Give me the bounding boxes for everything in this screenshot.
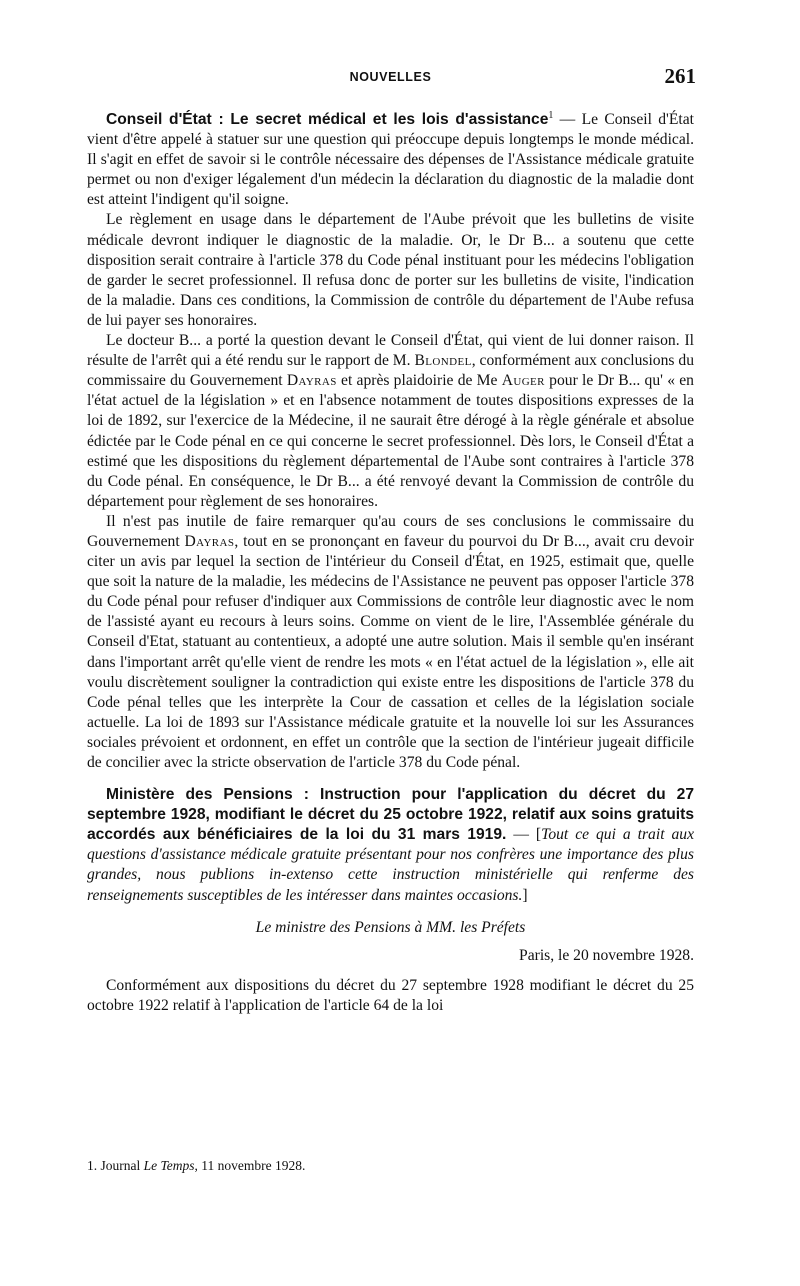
text-run: Il n'est pas inutile de faire remarquer qu'au cours de ses conclusions le commissaire du Gouvernement — [87, 512, 694, 550]
section1-lead: — Le Conseil d'État vient d'être appelé à statuer sur une question qui préoccupe depuis longtemps le monde médical. Il s'agit en effet de savoir si le contrôle nécessaire des dépenses de l'Assistance médicale gratuite permet ou non d'exiger légalement d'un médecin la déclaration du diagnostic de la maladie dont est atteint l'indigent qu'il soigne. — [87, 111, 694, 209]
text-run: Journal — [97, 1158, 144, 1173]
editor-note: Tout ce qui a trait aux questions d'assistance médicale gratuite présentant pour nos confrères une importance des plus grandes, nous publions in-extenso — [87, 826, 694, 884]
footnote-number: 1. — [87, 1158, 98, 1173]
article-body — [87, 110, 694, 1016]
text-run: , conformément aux conclusions du commissaire du Gouvernement — [87, 352, 694, 390]
text-run: , tout en se prononçant en faveur du pourvoi du Dr B..., avait cru devoir citer un avis par lequel la section de l'intérieur du Conseil d'État, en 1925, estimait que, quelle que soit la nature de la maladie, les médecins de l'Assistance ne peuvent pas opposer l'article 378 du Code pénal pour refuser d'indiquer aux Commissions de contrôle leur diagnostic avec le nom de l'assisté ayant eu recours à leurs soins. Comme on vient de le lire, l'Assemblée générale du Conseil d'Etat, statuant au contentieux, a adopté une autre solution. Mais il semble qu'en insérant dans l'important arrêt qu'elle vient de rendre les mots « en l'état actuel de la législation », elle ait voulu discrètement souligner la contradiction qui existe entre les dispositions de l'article 378 du Code pénal telles que les interprète la Cour de cassation et celles de la législation sociale actuelle. La loi de 1893 sur l'Assistance médicale gratuite et la nouvelle loi sur les Assurances sociales prévoient et ordonnent, en effet un contrôle que la section de l'intérieur jugeait difficile de concilier avec la stricte observation de l'article 378 du Code pénal. — [87, 532, 695, 771]
text-run: , 11 novembre 1928. — [194, 1158, 306, 1173]
section1-paragraph-4 — [87, 512, 694, 773]
editor-note: cette instruction ministérielle qui renferme des renseignements susceptibles de les intéresser dans maintes occasions. — [87, 866, 694, 904]
section2-paragraph-1: Conformément aux dispositions du décret du 27 septembre 1928 modifiant le décret du 25 octobre 1922 relatif à l'application de l'article 64 de la loi — [87, 976, 694, 1014]
name-dayras: Dayras — [286, 372, 337, 390]
name-auger: Auger — [501, 372, 545, 390]
footnote-ref: 1 — [548, 109, 554, 121]
address-line: Le ministre des Pensions à MM. les Préfets — [255, 918, 526, 936]
section1-paragraph-3 — [87, 331, 694, 512]
name-blondel: Blondel — [414, 352, 472, 370]
running-header — [87, 62, 694, 96]
text-run: Le docteur B... a porté la question devant le Conseil d'État, qui vient de lui donner raison. Il résulte de l'arrêt qui a été rendu sur le rapport de M. — [87, 332, 694, 370]
page-number: 261 — [664, 64, 696, 88]
name-dayras: Dayras — [184, 532, 235, 550]
dateline: Paris, le 20 novembre 1928. — [519, 946, 694, 964]
footnote — [87, 1158, 305, 1174]
page — [87, 62, 694, 1016]
text-run: — [ — [506, 826, 542, 844]
section2-heading: Ministère des Pensions : Instruction pour l'application du décret du 27 septembre 1928, modifiant le décret du 25 octobre 1922, relatif aux soins gratuits accordés aux bénéficiaires de la loi du 31 mars 1919. — [87, 786, 694, 844]
text-run: et après plaidoirie de Me — [336, 372, 502, 390]
journal-title: Le Temps — [143, 1158, 195, 1173]
running-title: NOUVELLES — [349, 70, 432, 84]
text-run: ] — [522, 886, 528, 904]
section2 — [87, 785, 694, 1016]
section1-paragraph-1 — [87, 110, 694, 210]
text-run: pour le Dr B... qu' « en l'état actuel de la législation » et en l'absence notamment de toutes dispositions expresses de la loi de 1892, sur l'exercice de la Médecine, il ne saurait être dérogé à la règle générale et absolue édictée par le Code pénal en ce qui concerne le secret professionnel. Dès lors, le Conseil d'État a estimé que les dispositions du règlement départemental de l'Aube sont contraires à l'article 378 du Code pénal. En conséquence, le Dr B... a été renvoyé devant la Commission de contrôle du département pour règlement de ses honoraires. — [87, 372, 694, 510]
section2-heading-paragraph — [87, 785, 694, 906]
section1-heading: Conseil d'État : Le secret médical et les lois d'assistance — [106, 111, 549, 128]
section1-paragraph-2: Le règlement en usage dans le département de l'Aube prévoit que les bulletins de visite médicale devront indiquer le diagnostic de la maladie. Or, le Dr B... a soutenu que cette disposition serait contraire à l'article 378 du Code pénal instituant pour les médecins l'obligation de garder le secret professionnel. Il refusa donc de porter sur les bulletins de visite, l'indication de la maladie. Dans ces conditions, la Commission de contrôle du département de l'Aube refusa de lui payer ses honoraires. — [87, 211, 694, 329]
